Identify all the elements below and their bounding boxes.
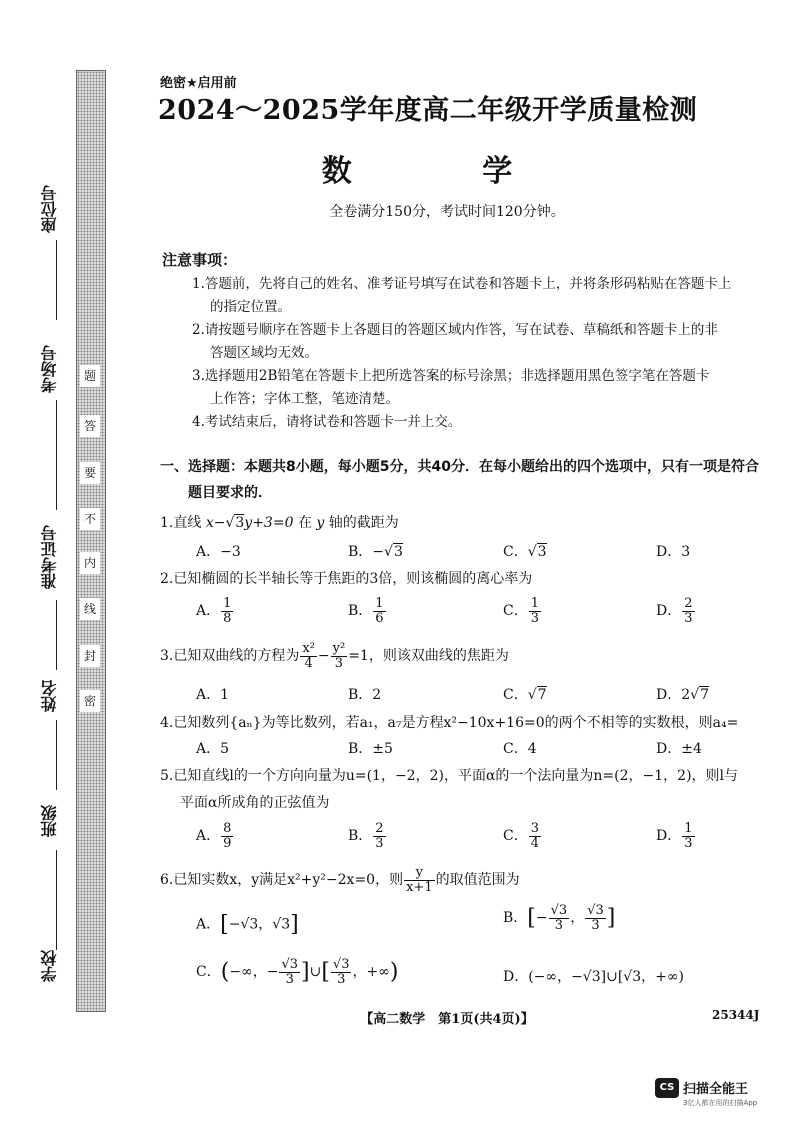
field-line-name — [56, 720, 57, 790]
q1-option-d: D．3 — [656, 544, 691, 560]
question-3: 3.已知双曲线的方程为 $\frac{\text{x²}}{4}$ − $\frac{\text{y²}}{3}$ =1，则该双曲线的焦距为 — [160, 641, 509, 671]
paper-code: 25344J — [712, 1008, 760, 1022]
q5-option-b: B． $\frac{2}{3}$ — [348, 821, 384, 851]
q1-option-a: A．−3 — [196, 544, 241, 560]
q6-option-d: D．(−∞，−√3]∪[√3，+∞) — [503, 969, 684, 985]
question-4: 4.已知数列{aₙ}为等比数列，若a₁，a₇是方程x²−10x+16=0的两个不相等的实数根，则a₄= — [160, 715, 739, 731]
notice-title: 注意事项： — [162, 251, 238, 269]
notice-item-3-cont: 上作答；字体工整，笔迹清楚。 — [210, 391, 399, 407]
camscanner-logo-icon: CS — [655, 1078, 679, 1098]
seal-char: 答 — [80, 415, 100, 437]
notice-item-1: 1.答题前，先将自己的姓名、准考证号填写在试卷和答题卡上，并将条形码粘贴在答题卡上 — [192, 276, 732, 292]
question-6: 6.已知实数x，y满足x²+y²−2x=0，则 $\frac{y}{x+1}$ 的取值范围为 — [160, 865, 520, 895]
seal-char: 线 — [80, 598, 100, 620]
field-label-class: 班级 — [40, 805, 59, 837]
q6-option-a: A．[−√3，√3] — [196, 912, 299, 937]
q4-option-a: A．5 — [196, 741, 230, 757]
q2-option-b: B． $\frac{1}{6}$ — [348, 596, 384, 626]
notice-item-1-cont: 的指定位置。 — [210, 299, 291, 315]
q3-option-a: A．1 — [196, 687, 230, 703]
subject-title: 数 学 — [321, 154, 573, 189]
field-label-seat: 座位号 — [40, 185, 59, 233]
field-label-exam-id: 准考证号 — [40, 525, 59, 589]
field-line-room — [56, 400, 57, 510]
q5-option-c: C． $\frac{3}{4}$ — [503, 821, 539, 851]
q5-option-a: A． $\frac{8}{9}$ — [196, 821, 232, 851]
exam-title: 2024～2025学年度高二年级开学质量检测 — [158, 95, 698, 126]
q3-option-c: C．√7 — [503, 687, 547, 703]
q6-option-b: B．[− $\frac{√3}{3}$ ， $\frac{√3}{3}$ ] — [503, 903, 616, 933]
notice-item-2-cont: 答题区域均无效。 — [210, 345, 318, 361]
watermark-subtitle: 3亿人都在用的扫描App — [683, 1099, 758, 1107]
q1-option-c: C．√3 — [503, 544, 547, 560]
q3-option-d: D．2√7 — [656, 687, 709, 703]
seal-char: 要 — [80, 462, 100, 484]
field-label-name: 姓名 — [40, 680, 59, 712]
field-line-exam-id — [56, 600, 57, 670]
section-heading-cont: 题目要求的． — [188, 485, 272, 501]
field-label-room: 考场号 — [40, 345, 59, 393]
q6-option-c: C．(−∞，− $\frac{√3}{3}$ ]∪[ $\frac{√3}{3}$ ，+∞) — [196, 957, 399, 987]
question-2: 2.已知椭圆的长半轴长等于焦距的3倍，则该椭圆的离心率为 — [160, 571, 533, 587]
seal-char: 不 — [80, 508, 100, 530]
seal-char: 密 — [80, 690, 100, 712]
q5-option-d: D． $\frac{1}{3}$ — [656, 821, 693, 851]
q4-option-c: C．4 — [503, 741, 537, 757]
seal-char: 题 — [80, 365, 100, 387]
watermark-name: 扫描全能王 — [683, 1082, 749, 1097]
field-label-school: 学校 — [40, 950, 59, 982]
q3-option-b: B．2 — [348, 687, 382, 703]
section-heading: 一、选择题：本题共8小题，每小题5分，共40分．在每小题给出的四个选项中，只有一项是符合 — [160, 459, 759, 475]
confidential-mark: 绝密★启用前 — [160, 76, 237, 91]
seal-char: 内 — [80, 552, 100, 574]
q2-option-a: A． $\frac{1}{8}$ — [196, 596, 232, 626]
question-5-cont: 平面α所成角的正弦值为 — [180, 795, 330, 811]
notice-item-2: 2.请按题号顺序在答题卡上各题目的答题区域内作答，写在试卷、草稿纸和答题卡上的非 — [192, 322, 718, 338]
q4-option-b: B．±5 — [348, 741, 393, 757]
field-line-class — [56, 850, 57, 950]
question-5: 5.已知直线l的一个方向向量为u=(1，−2，2)，平面α的一个法向量为n=(2，−1，2)，则l与 — [160, 768, 739, 784]
notice-item-4: 4.考试结束后，请将试卷和答题卡一并上交。 — [192, 414, 462, 430]
q1-option-b: B．−√3 — [348, 544, 403, 560]
full-score-note: 全卷满分150分，考试时间120分钟。 — [329, 204, 565, 220]
q2-option-d: D． $\frac{2}{3}$ — [656, 596, 693, 626]
q4-option-d: D．±4 — [656, 741, 702, 757]
notice-item-3: 3.选择题用2B铅笔在答题卡上把所选答案的标号涂黑；非选择题用黑色签字笔在答题卡 — [192, 368, 710, 384]
seal-char: 封 — [80, 645, 100, 667]
field-line-seat — [56, 240, 57, 320]
question-1: 1.直线 x−√3y+3=0 在 y 轴的截距为 — [160, 515, 399, 531]
q2-option-c: C． $\frac{1}{3}$ — [503, 596, 539, 626]
page-footer: 【高二数学 第1页(共4页)】 — [360, 1012, 534, 1027]
